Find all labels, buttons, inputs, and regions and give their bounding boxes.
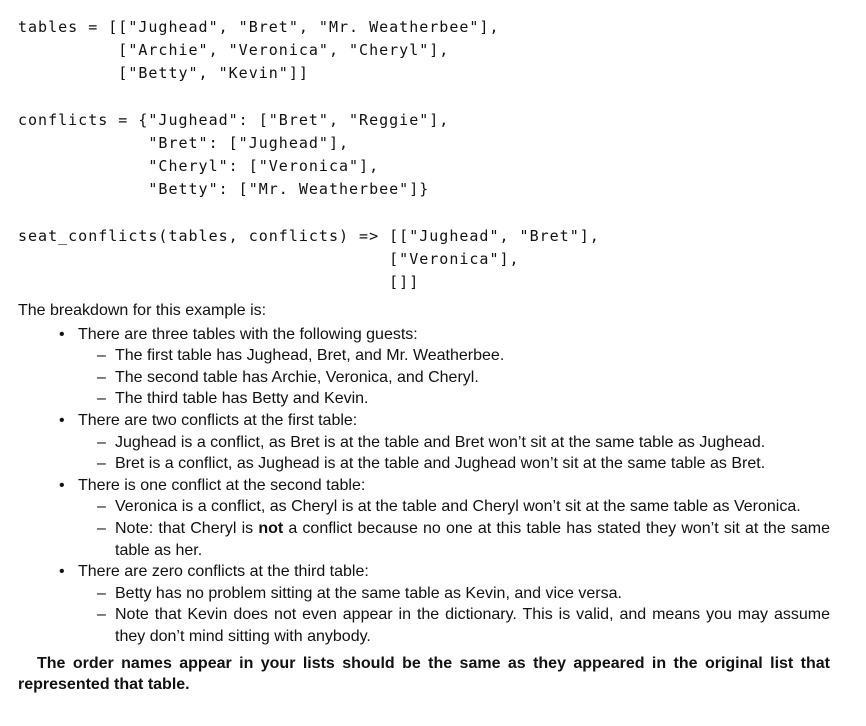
dash-marker: – — [97, 498, 106, 516]
sub-list — [78, 496, 830, 561]
sub-item — [97, 388, 830, 410]
sub-list — [78, 345, 830, 410]
sub-item-text: Bret is a conflict, as Jughead is at the table and Jughead won’t sit at the same table as Bret. — [115, 455, 766, 473]
dash-marker: – — [97, 584, 106, 602]
sub-item-text: Veronica is a conflict, as Cheryl is at the table and Cheryl won’t sit at the same table as Veronica. — [115, 498, 801, 516]
breakdown-item-text: There are two conflicts at the first table: — [78, 411, 358, 429]
sub-item — [97, 453, 830, 475]
breakdown-item — [59, 561, 830, 647]
breakdown-item-text: There is one conflict at the second table: — [78, 476, 366, 494]
breakdown-section — [18, 300, 830, 696]
dash-marker: – — [97, 368, 106, 386]
sub-item-text: Note that Kevin does not even appear in the dictionary. This is valid, and means you may assume they don’t mind sitting with anybody. — [115, 606, 830, 645]
dash-marker: – — [97, 519, 106, 537]
breakdown-item-text: There are zero conflicts at the third table: — [78, 563, 369, 581]
dash-marker: – — [97, 347, 106, 365]
dash-marker: – — [97, 606, 106, 624]
breakdown-item — [59, 410, 830, 475]
sub-item — [97, 604, 830, 647]
bullet-marker: • — [59, 411, 65, 429]
sub-item-text: The second table has Archie, Veronica, and Cheryl. — [115, 368, 479, 386]
note-bold-not: not — [258, 519, 284, 537]
code-conflicts-assignment: conflicts = {"Jughead": ["Bret", "Reggie"], "Bret": ["Jughead"], "Cheryl": ["Veronica"], "Betty": ["Mr. Weatherbee"]} — [18, 111, 450, 198]
sub-item — [97, 583, 830, 605]
sub-item — [97, 345, 830, 367]
dash-marker: – — [97, 390, 106, 408]
bullet-marker: • — [59, 476, 65, 494]
breakdown-item — [59, 475, 830, 561]
sub-list — [78, 583, 830, 648]
sub-item-text: Betty has no problem sitting at the same table as Kevin, and vice versa. — [115, 584, 622, 602]
bullet-marker: • — [59, 325, 65, 343]
code-seat-conflicts-call: seat_conflicts(tables, conflicts) => [["Jughead", "Bret"], ["Veronica"], []] — [18, 227, 600, 291]
sub-item — [97, 496, 830, 518]
bullet-marker: • — [59, 563, 65, 581]
note-text-before: Note: that Cheryl is — [115, 519, 259, 537]
sub-item-text: The third table has Betty and Kevin. — [115, 390, 369, 408]
breakdown-item-text: There are three tables with the following guests: — [78, 325, 418, 343]
code-tables-assignment: tables = [["Jughead", "Bret", "Mr. Weatherbee"], ["Archie", "Veronica", "Cheryl"], ["Betty", "Kevin"]] — [18, 18, 500, 82]
breakdown-intro: The breakdown for this example is: — [18, 302, 267, 319]
sub-list — [78, 432, 830, 475]
sub-item-note — [97, 518, 830, 561]
breakdown-list — [18, 324, 830, 648]
breakdown-item — [59, 324, 830, 410]
closing-statement: The order names appear in your lists should be the same as they appeared in the original list that represented that table. — [18, 654, 830, 694]
note-text-after: a conflict because no one at this table has stated they won’t sit at the same table as her. — [115, 519, 830, 559]
sub-item-text: The first table has Jughead, Bret, and Mr. Weatherbee. — [115, 347, 505, 365]
sub-item — [97, 432, 830, 454]
dash-marker: – — [97, 433, 106, 451]
sub-item — [97, 367, 830, 389]
dash-marker: – — [97, 455, 106, 473]
sub-item-text: Jughead is a conflict, as Bret is at the table and Bret won’t sit at the same table as Jughead. — [115, 433, 766, 451]
